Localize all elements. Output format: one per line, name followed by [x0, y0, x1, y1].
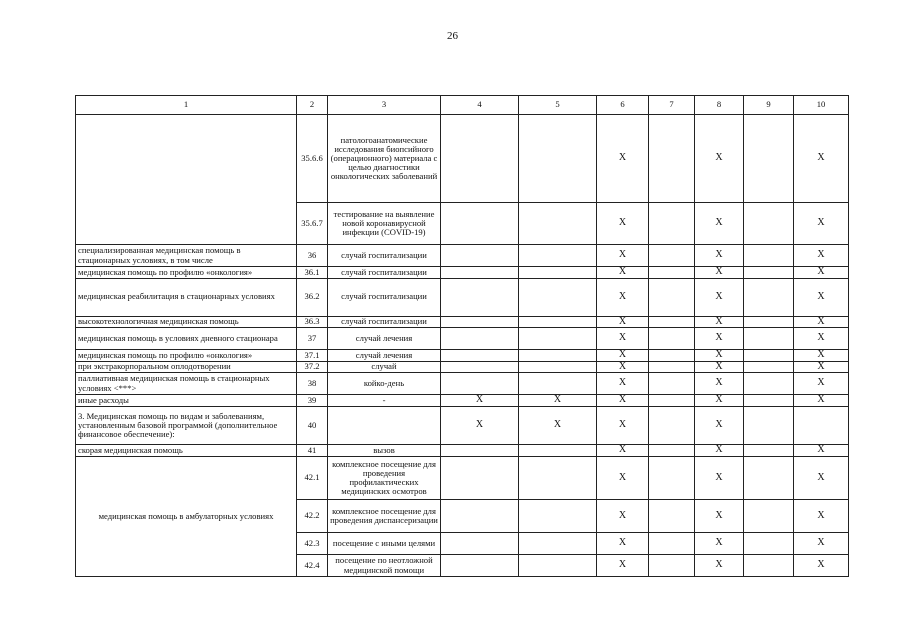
cell-col4	[441, 457, 519, 500]
cell-col10: X	[794, 316, 849, 328]
cell-col4	[441, 328, 519, 350]
cell-col4	[441, 267, 519, 279]
cell-col6: X	[597, 445, 649, 457]
table-row	[76, 115, 849, 203]
table-row	[76, 361, 849, 373]
row-label-cell	[76, 115, 297, 245]
unit-cell: случай госпитализации	[328, 316, 441, 328]
cell-col7	[649, 245, 695, 267]
cell-col9	[744, 373, 794, 395]
unit-cell: -	[328, 395, 441, 407]
cell-col10: X	[794, 115, 849, 203]
cell-col9	[744, 395, 794, 407]
cell-col9	[744, 115, 794, 203]
row-number-cell: 36	[297, 245, 328, 267]
row-number-cell: 42.4	[297, 555, 328, 577]
row-label-cell: медицинская помощь в условиях дневного стационара	[76, 328, 297, 350]
cell-col6: X	[597, 373, 649, 395]
cell-col10: X	[794, 267, 849, 279]
cell-col5: X	[519, 407, 597, 445]
cell-col7	[649, 115, 695, 203]
column-header: 10	[794, 96, 849, 115]
cell-col5	[519, 115, 597, 203]
row-label-cell: медицинская реабилитация в стационарных условиях	[76, 278, 297, 316]
cell-col4	[441, 445, 519, 457]
row-number-cell: 40	[297, 407, 328, 445]
cell-col6: X	[597, 316, 649, 328]
cell-col9	[744, 533, 794, 555]
cell-col8: X	[695, 407, 744, 445]
row-number-cell: 37.2	[297, 361, 328, 373]
unit-cell: койко-день	[328, 373, 441, 395]
cell-col10: X	[794, 350, 849, 362]
row-label-cell: специализированная медицинская помощь в стационарных условиях, в том числе	[76, 245, 297, 267]
cell-col8: X	[695, 278, 744, 316]
cell-col6: X	[597, 203, 649, 245]
unit-cell: случай лечения	[328, 328, 441, 350]
cell-col8: X	[695, 500, 744, 533]
row-label-cell: при экстракорпоральном оплодотворении	[76, 361, 297, 373]
cell-col8: X	[695, 245, 744, 267]
cell-col9	[744, 457, 794, 500]
row-label-cell: иные расходы	[76, 395, 297, 407]
unit-cell: случай	[328, 361, 441, 373]
cell-col9	[744, 245, 794, 267]
table-header-row	[76, 96, 849, 115]
cell-col10: X	[794, 555, 849, 577]
cell-col9	[744, 316, 794, 328]
cell-col5	[519, 500, 597, 533]
cell-col6: X	[597, 533, 649, 555]
row-number-cell: 37.1	[297, 350, 328, 362]
table-row	[76, 278, 849, 316]
row-label-cell: скорая медицинская помощь	[76, 445, 297, 457]
cell-col8: X	[695, 373, 744, 395]
cell-col5	[519, 533, 597, 555]
cell-col4	[441, 555, 519, 577]
cell-col10: X	[794, 373, 849, 395]
cell-col10: X	[794, 245, 849, 267]
cell-col8: X	[695, 203, 744, 245]
row-number-cell: 36.1	[297, 267, 328, 279]
unit-cell	[328, 407, 441, 445]
cell-col10: X	[794, 278, 849, 316]
cell-col5	[519, 373, 597, 395]
cell-col5	[519, 457, 597, 500]
data-table	[75, 95, 849, 577]
row-number-cell: 42.3	[297, 533, 328, 555]
cell-col6: X	[597, 328, 649, 350]
cell-col7	[649, 395, 695, 407]
cell-col4: X	[441, 395, 519, 407]
column-header: 1	[76, 96, 297, 115]
row-number-cell: 36.2	[297, 278, 328, 316]
cell-col9	[744, 361, 794, 373]
cell-col8: X	[695, 555, 744, 577]
cell-col9	[744, 445, 794, 457]
cell-col4	[441, 245, 519, 267]
column-header: 5	[519, 96, 597, 115]
cell-col8: X	[695, 115, 744, 203]
cell-col7	[649, 555, 695, 577]
unit-cell: тестирование на выявление новой коронавирусной инфекции (COVID-19)	[328, 203, 441, 245]
row-number-cell: 35.6.6	[297, 115, 328, 203]
row-label-cell: медицинская помощь по профилю «онкология»	[76, 267, 297, 279]
cell-col4	[441, 500, 519, 533]
cell-col8: X	[695, 316, 744, 328]
unit-cell: посещение с иными целями	[328, 533, 441, 555]
row-label-cell: медицинская помощь в амбулаторных условиях	[76, 457, 297, 577]
unit-cell: патологоанатомические исследования биопсийного (операционного) материала с целью диагностики онкологических заболеваний	[328, 115, 441, 203]
cell-col7	[649, 373, 695, 395]
cell-col4	[441, 373, 519, 395]
cell-col10: X	[794, 533, 849, 555]
cell-col6: X	[597, 350, 649, 362]
cell-col10: X	[794, 395, 849, 407]
cell-col5	[519, 267, 597, 279]
page-number: 26	[447, 30, 458, 42]
column-header: 6	[597, 96, 649, 115]
cell-col4	[441, 350, 519, 362]
cell-col4	[441, 533, 519, 555]
column-header: 7	[649, 96, 695, 115]
row-label-cell: паллиативная медицинская помощь в стационарных условиях <***>	[76, 373, 297, 395]
table-row	[76, 328, 849, 350]
cell-col5	[519, 555, 597, 577]
cell-col9	[744, 350, 794, 362]
row-number-cell: 42.2	[297, 500, 328, 533]
table-row	[76, 245, 849, 267]
cell-col9	[744, 203, 794, 245]
cell-col10	[794, 407, 849, 445]
cell-col10: X	[794, 361, 849, 373]
column-header: 2	[297, 96, 328, 115]
cell-col6: X	[597, 115, 649, 203]
row-number-cell: 36.3	[297, 316, 328, 328]
cell-col4	[441, 203, 519, 245]
cell-col8: X	[695, 328, 744, 350]
cell-col7	[649, 457, 695, 500]
cell-col5	[519, 361, 597, 373]
cell-col6: X	[597, 245, 649, 267]
cell-col7	[649, 350, 695, 362]
cell-col7	[649, 500, 695, 533]
cell-col5	[519, 328, 597, 350]
table-row	[76, 350, 849, 362]
cell-col6: X	[597, 407, 649, 445]
unit-cell: случай госпитализации	[328, 278, 441, 316]
cell-col10: X	[794, 328, 849, 350]
cell-col7	[649, 278, 695, 316]
cell-col8: X	[695, 350, 744, 362]
cell-col6: X	[597, 457, 649, 500]
column-header: 3	[328, 96, 441, 115]
table-row	[76, 407, 849, 445]
row-number-cell: 37	[297, 328, 328, 350]
cell-col10: X	[794, 500, 849, 533]
cell-col8: X	[695, 267, 744, 279]
row-number-cell: 41	[297, 445, 328, 457]
row-label-cell: высокотехнологичная медицинская помощь	[76, 316, 297, 328]
table-row	[76, 267, 849, 279]
unit-cell: случай госпитализации	[328, 267, 441, 279]
table-row	[76, 316, 849, 328]
cell-col6: X	[597, 267, 649, 279]
cell-col7	[649, 203, 695, 245]
unit-cell: комплексное посещение для проведения профилактических медицинских осмотров	[328, 457, 441, 500]
cell-col9	[744, 328, 794, 350]
column-header: 8	[695, 96, 744, 115]
cell-col8: X	[695, 445, 744, 457]
cell-col9	[744, 278, 794, 316]
cell-col9	[744, 407, 794, 445]
row-number-cell: 35.6.7	[297, 203, 328, 245]
cell-col4: X	[441, 407, 519, 445]
column-header: 4	[441, 96, 519, 115]
row-label-cell: 3. Медицинская помощь по видам и заболеваниям, установленным базовой программой (дополнительное финансовое обеспечение):	[76, 407, 297, 445]
cell-col5: X	[519, 395, 597, 407]
cell-col6: X	[597, 500, 649, 533]
row-number-cell: 38	[297, 373, 328, 395]
cell-col4	[441, 115, 519, 203]
unit-cell: вызов	[328, 445, 441, 457]
row-label-cell: медицинская помощь по профилю «онкология»	[76, 350, 297, 362]
cell-col5	[519, 245, 597, 267]
row-number-cell: 39	[297, 395, 328, 407]
cell-col5	[519, 278, 597, 316]
cell-col8: X	[695, 533, 744, 555]
cell-col6: X	[597, 278, 649, 316]
cell-col7	[649, 328, 695, 350]
cell-col10: X	[794, 445, 849, 457]
cell-col6: X	[597, 555, 649, 577]
cell-col7	[649, 445, 695, 457]
cell-col7	[649, 407, 695, 445]
cell-col9	[744, 267, 794, 279]
cell-col8: X	[695, 361, 744, 373]
cell-col9	[744, 555, 794, 577]
row-number-cell: 42.1	[297, 457, 328, 500]
cell-col4	[441, 278, 519, 316]
table-row	[76, 395, 849, 407]
cell-col9	[744, 500, 794, 533]
table-row	[76, 373, 849, 395]
column-header: 9	[744, 96, 794, 115]
cell-col4	[441, 361, 519, 373]
cell-col7	[649, 316, 695, 328]
cell-col10: X	[794, 457, 849, 500]
cell-col4	[441, 316, 519, 328]
unit-cell: комплексное посещение для проведения диспансеризации	[328, 500, 441, 533]
cell-col7	[649, 267, 695, 279]
unit-cell: посещение по неотложной медицинской помощи	[328, 555, 441, 577]
cell-col5	[519, 203, 597, 245]
cell-col8: X	[695, 395, 744, 407]
cell-col7	[649, 361, 695, 373]
cell-col5	[519, 316, 597, 328]
unit-cell: случай госпитализации	[328, 245, 441, 267]
cell-col6: X	[597, 395, 649, 407]
table-row	[76, 445, 849, 457]
cell-col5	[519, 350, 597, 362]
cell-col5	[519, 445, 597, 457]
unit-cell: случай лечения	[328, 350, 441, 362]
cell-col10: X	[794, 203, 849, 245]
cell-col7	[649, 533, 695, 555]
table-row	[76, 457, 849, 500]
cell-col8: X	[695, 457, 744, 500]
cell-col6: X	[597, 361, 649, 373]
